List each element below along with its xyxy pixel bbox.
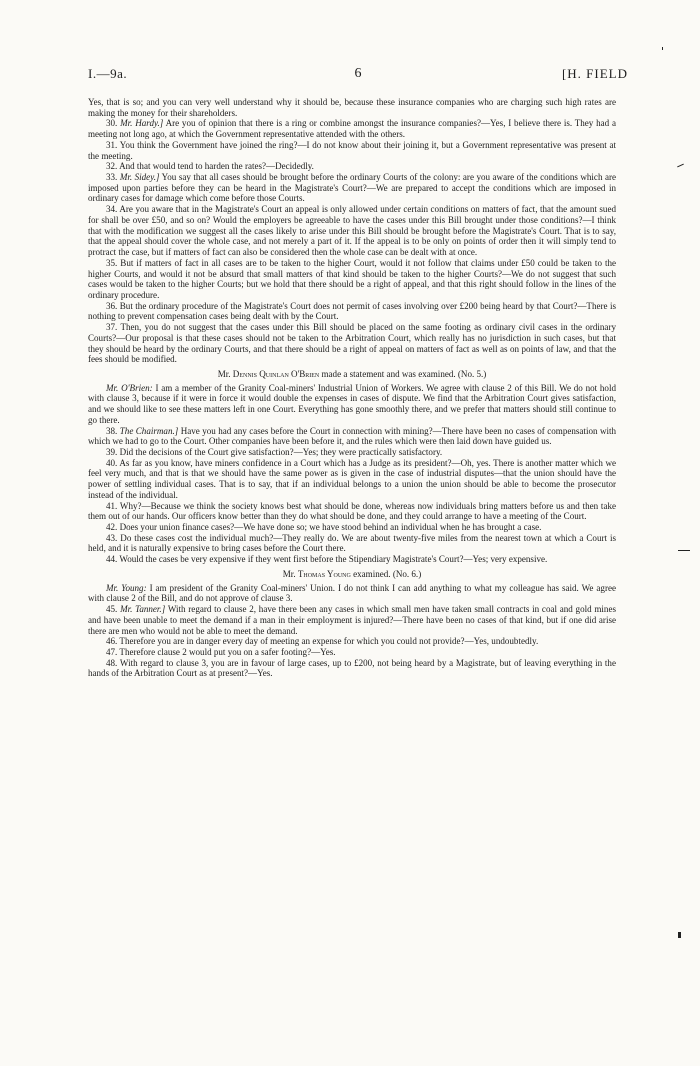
question-text: You think the Government have joined the ring?—I do not know about their joining it, but a Government representative was present at the meeting. <box>88 139 616 161</box>
question-paragraph <box>88 604 616 636</box>
question-number: 39. <box>106 447 118 457</box>
question-text: And that would tend to harden the rates?—Decidedly. <box>119 161 314 172</box>
document-body <box>88 97 616 679</box>
question-text: Are you aware that in the Magistrate's Court an appeal is only allowed under certain conditions on matters of fact, that the amount sued for shall be over £50, and so on? Would the employers be agreeable to have the cases under this Bill brought under those conditions?—I think that with the modification we suggest all the cases likely to arise under this Bill should be brought before the Magistrate's Court. That is to say, that the appeal should cover the whole case, and not merely a part of it. If the appeal is to be only on points of order then it will simply tend to protract the case, but if matters of fact can also be considered then the whole case can be dealt with at once. <box>88 204 616 258</box>
question-text: Have you had any cases before the Court in connection with mining?—There have been no cases of compensation with which we had to go to the Court. Other companies have been before it, and the rules which were then laid down have guided us. <box>88 425 617 447</box>
witness-name: Thomas Young <box>297 568 351 579</box>
speaker: Mr. Sidey.] <box>119 172 160 183</box>
question-paragraph <box>88 447 616 458</box>
question-number: 40. <box>106 457 118 468</box>
question-text: But the ordinary procedure of the Magistrate's Court does not permit of cases involving over £200 being heard by that Court?—There is nothing to prevent compensation cases being dealt with by the Court. <box>88 300 616 322</box>
question-number: 33. <box>106 172 118 183</box>
margin-mark <box>678 550 690 551</box>
question-text: Why?—Because we think the society knows best what should be done, whereas now individuals bring matters before us and then take them out of our hands. Our officers know better than they do what should be done, and they could arrange to have a meeting of the Court. <box>88 500 616 522</box>
question-text: Are you of opinion that there is a ring or combine amongst the insurance companies?—Yes, I believe there is. They had a meeting not long ago, at which the Government representative attended with the others. <box>88 118 616 140</box>
witness-statement <box>88 583 616 604</box>
question-text: Would the cases be very expensive if they went first before the Stipendiary Magistrate's Court?—Yes; very expensive. <box>119 554 548 565</box>
question-paragraph <box>88 636 616 647</box>
question-text: Therefore you are in danger every day of meeting an expense for which you could not provide?—Yes, undoubtedly. <box>119 636 539 647</box>
witness-heading <box>88 369 616 380</box>
question-paragraph <box>88 322 616 365</box>
question-text: But if matters of fact in all cases are to be taken to the higher Court, would it not follow that claims under £50 could be taken to the higher Courts, and would it not be absurd that small matters of that kind should be taken to the higher Courts?—We do not suggest that such cases would be taken to the higher Courts; but we hold that there should be a right of appeal, and that this right should follow in the lines of the ordinary procedure. <box>88 257 616 300</box>
question-text: With regard to clause 2, have there been any cases in which small men have taken small contracts in coal and gold mines and have been unable to meet the demand if a man in their employment is injured?—There have been no cases of that kind, but if one did arise there are men who would not be able to meet the demand. <box>88 604 616 636</box>
question-number: 43. <box>106 532 118 543</box>
margin-mark <box>677 164 684 168</box>
question-number: 41. <box>106 500 118 511</box>
question-text: Did the decisions of the Court give satisfaction?—Yes; they were practically satisfactory. <box>119 447 443 457</box>
witness-note: examined. (No. 6.) <box>353 568 422 579</box>
statement-text: I am president of the Granity Coal-miners' Union. I do not think I can add anything to what my colleague has said. We agree with clause 2 of the Bill, and do not approve of clause 3. <box>88 582 616 604</box>
question-text: Does your union finance cases?—We have done so; we have stood behind an individual when he has brought a case. <box>119 522 542 533</box>
paragraph-text: Yes, that is so; and you can very well understand why it should be, because these insurance companies who are charging such high rates are making the money for their shareholders. <box>88 97 616 118</box>
witness-name: Dennis Quinlan O'Brien <box>232 368 320 379</box>
margin-mark <box>678 932 681 938</box>
question-number: 45. <box>106 604 118 615</box>
speaker: The Chairman.] <box>119 425 179 436</box>
question-text: Then, you do not suggest that the cases under this Bill should be placed on the same footing as ordinary civil cases in the ordinary Courts?—Our proposal is that these cases should not be taken to the Arbitration Court, which really has no jurisdiction in such cases, but that they should be heard by the ordinary Courts, and that there should be a right of appeal on matters of fact as well as on points of law, and that the fees should be modified. <box>88 322 616 365</box>
witness-prefix: Mr. <box>217 368 231 379</box>
question-number: 46. <box>106 636 118 647</box>
question-paragraph <box>88 501 616 522</box>
question-paragraph <box>88 647 616 658</box>
question-number: 31. <box>106 139 118 150</box>
question-number: 34. <box>106 204 118 215</box>
witness-statement <box>88 383 616 426</box>
witness-note: made a statement and was examined. (No. 5.) <box>321 368 487 379</box>
speaker: Mr. Tanner.] <box>120 604 166 615</box>
question-paragraph <box>88 258 616 301</box>
speaker: Mr. Hardy.] <box>120 118 164 129</box>
question-paragraph <box>88 118 616 139</box>
document-reference: I.—9a. <box>88 66 128 81</box>
margin-mark <box>662 47 663 50</box>
question-text: Do these cases cost the individual much?—They really do. We are about twenty-five miles from the nearest town at which a Court is held, and it is naturally expensive to bring cases before the Court there. <box>88 532 616 554</box>
question-paragraph <box>88 140 616 161</box>
witness-prefix: Mr. <box>282 568 296 579</box>
question-paragraph <box>88 301 616 322</box>
question-number: 48. <box>106 657 118 668</box>
witness-heading <box>88 569 616 580</box>
section-heading: [H. FIELD <box>561 66 628 81</box>
question-paragraph <box>88 554 616 565</box>
statement-text: I am a member of the Granity Coal-miners' Industrial Union of Workers. We agree with clause 2 of this Bill. We do not hold with clause 3, because if it were in force it would double the expenses in cases of dispute. We find that the Arbitration Court gives satisfaction, and we should like to see these matters left in one Court. Everything has gone smoothly there, and we prefer that matters should still continue to go there. <box>88 382 616 425</box>
question-paragraph <box>88 533 616 554</box>
question-number: 44. <box>106 554 118 565</box>
question-paragraph <box>88 426 616 447</box>
question-number: 35. <box>106 257 118 268</box>
question-paragraph <box>88 658 616 679</box>
question-number: 42. <box>106 522 118 533</box>
question-paragraph <box>88 204 616 258</box>
speaker: Mr. O'Brien: <box>106 382 153 393</box>
question-paragraph <box>88 161 616 172</box>
question-number: 47. <box>106 646 118 657</box>
question-number: 32. <box>106 161 118 172</box>
question-text: You say that all cases should be brought before the ordinary Courts of the colony: are you aware of the conditions which are imposed upon parties before they can be heard in the Magistrate's Court?—We are prepared to accept the conditions which are imposed in ordinary cases for damage which come before those Courts. <box>88 172 616 204</box>
question-paragraph <box>88 458 616 501</box>
question-text: With regard to clause 3, you are in favour of large cases, up to £200, not being heard by a Magistrate, but of leaving everything in the hands of the Arbitration Court as at present?—Yes. <box>88 657 616 679</box>
continued-paragraph <box>88 97 616 118</box>
question-number: 36. <box>106 300 118 311</box>
question-paragraph <box>88 172 616 204</box>
page-number: 6 <box>354 66 362 81</box>
question-number: 37. <box>106 322 118 333</box>
page-header <box>88 66 628 86</box>
question-text: As far as you know, have miners confidence in a Court which has a Judge as its president?—Oh, yes. There is another matter which we feel very much, and that is that we should have the same power as is given in the case of industrial disputes—that the union should have the power of settling individual cases. That is to say, that if an individual belongs to a union the union should be able to become the prosecutor instead of the individual. <box>88 457 617 500</box>
question-text: Therefore clause 2 would put you on a safer footing?—Yes. <box>119 646 336 657</box>
question-paragraph <box>88 522 616 533</box>
question-number: 38. <box>106 425 118 436</box>
speaker: Mr. Young: <box>106 582 147 593</box>
question-number: 30. <box>106 118 118 129</box>
